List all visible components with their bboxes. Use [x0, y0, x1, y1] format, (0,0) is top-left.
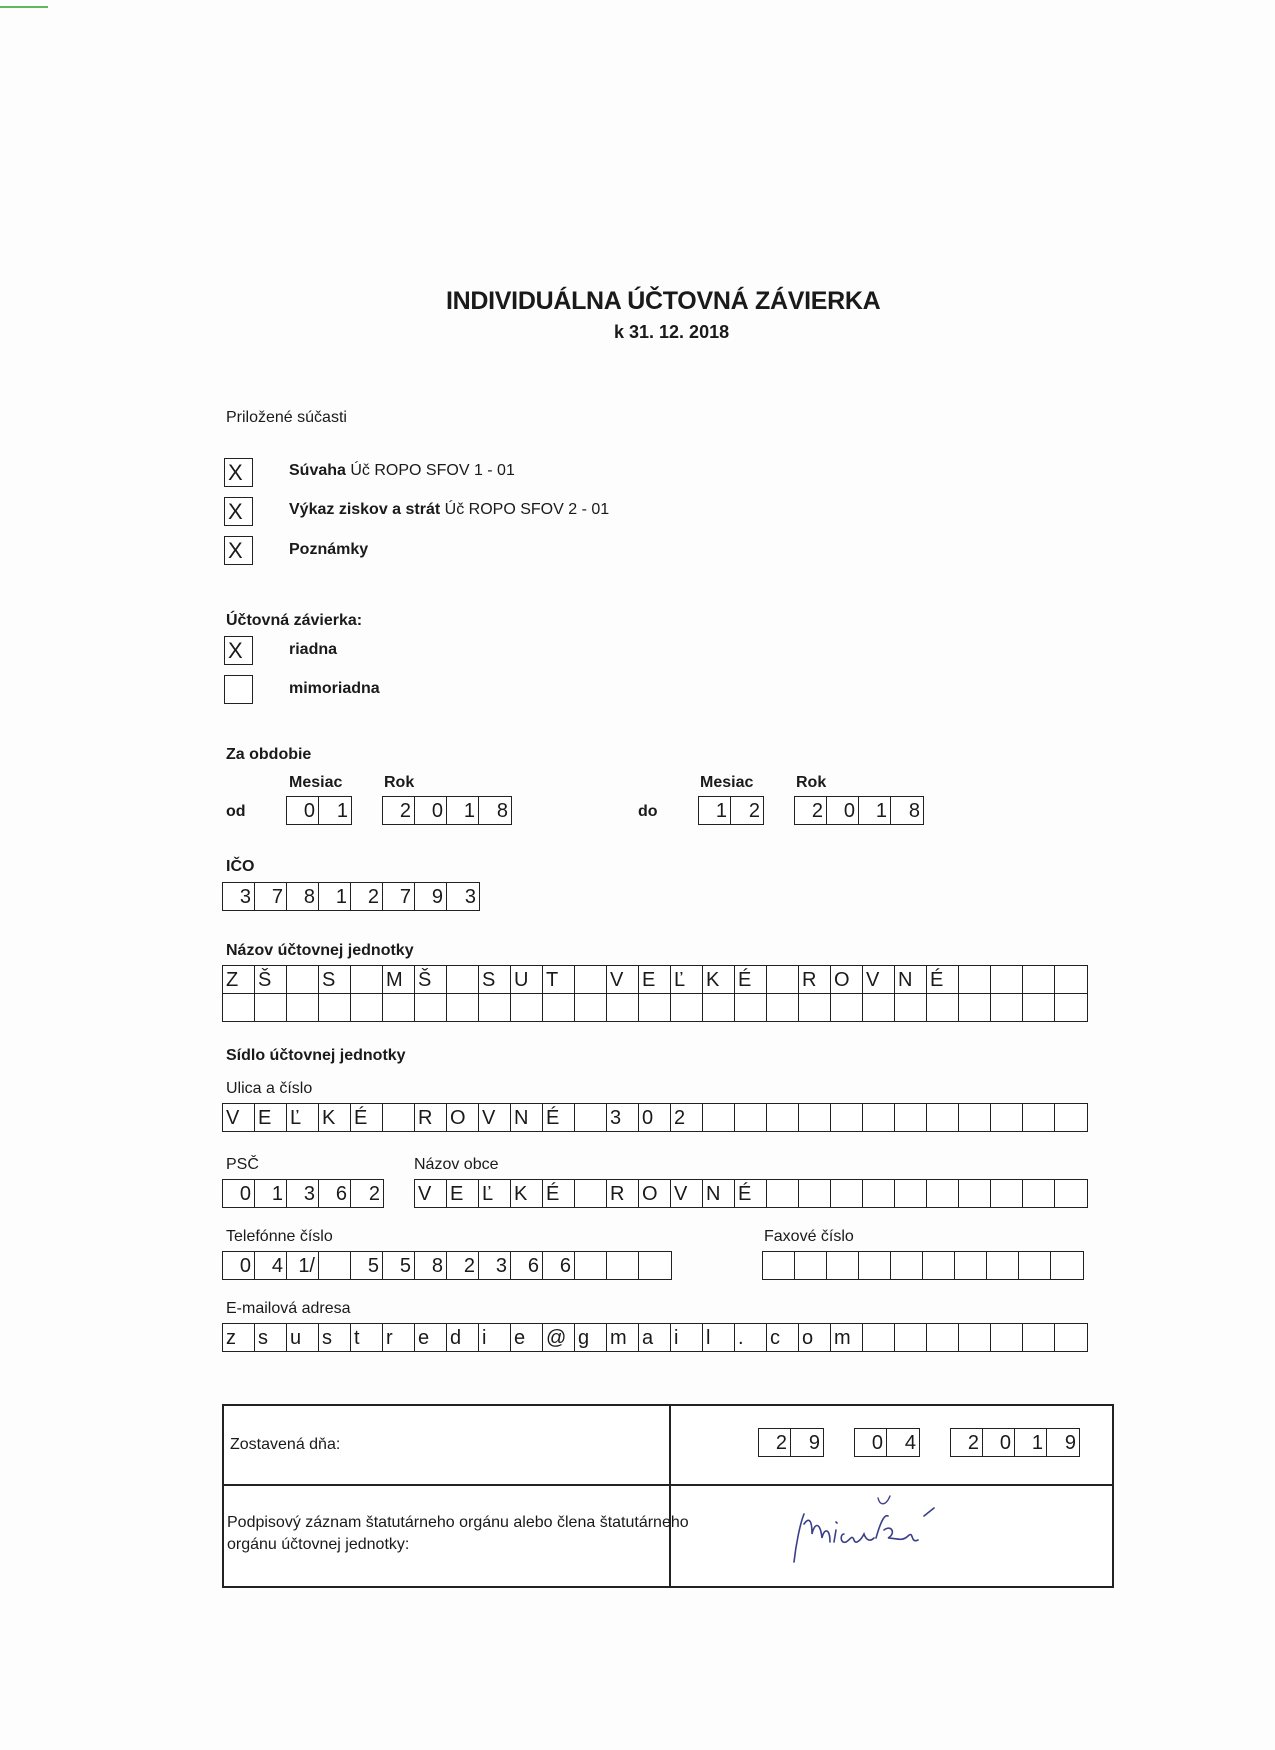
char-box[interactable]: 2: [351, 883, 383, 910]
char-box[interactable]: [863, 1104, 895, 1131]
char-box[interactable]: [895, 994, 927, 1021]
char-box[interactable]: [987, 1252, 1019, 1279]
char-box[interactable]: [639, 994, 671, 1021]
char-box[interactable]: Š: [415, 966, 447, 993]
char-box[interactable]: [863, 994, 895, 1021]
char-box[interactable]: [767, 966, 799, 993]
char-box[interactable]: z: [223, 1324, 255, 1351]
seat-label: Sídlo účtovnej jednotky: [226, 1047, 406, 1064]
char-box[interactable]: U: [511, 966, 543, 993]
signature-table-column-divider: [669, 1406, 671, 1586]
attachment-notes-label: [289, 541, 368, 559]
char-box[interactable]: 8: [287, 883, 319, 910]
char-box[interactable]: 0: [827, 797, 859, 824]
char-box[interactable]: [479, 994, 511, 1021]
char-box[interactable]: [1051, 1252, 1083, 1279]
phone-label: Telefónne číslo: [226, 1228, 333, 1245]
char-box[interactable]: [447, 966, 479, 993]
char-box[interactable]: É: [735, 1180, 767, 1207]
char-box[interactable]: S: [479, 966, 511, 993]
char-box[interactable]: E: [447, 1180, 479, 1207]
char-box[interactable]: 2: [368, 1182, 380, 1205]
char-box[interactable]: [543, 994, 575, 1021]
char-box[interactable]: l: [703, 1324, 735, 1351]
char-box[interactable]: i: [671, 1324, 703, 1351]
from-month-label: Mesiac: [289, 774, 343, 791]
char-box[interactable]: [575, 1104, 607, 1131]
psc-label: PSČ: [226, 1156, 259, 1173]
char-box[interactable]: [991, 966, 1023, 993]
char-box[interactable]: 4: [904, 1431, 916, 1454]
char-box[interactable]: O: [831, 966, 863, 993]
char-box[interactable]: V: [607, 966, 639, 993]
compiled-year-boxes[interactable]: [950, 1428, 1080, 1457]
char-box[interactable]: 3: [607, 1104, 639, 1131]
char-box[interactable]: [607, 994, 639, 1021]
char-box[interactable]: [1023, 966, 1055, 993]
char-box[interactable]: [1055, 1104, 1087, 1131]
ico-boxes[interactable]: [222, 882, 480, 911]
char-box[interactable]: O: [639, 1180, 671, 1207]
char-box[interactable]: [287, 994, 319, 1021]
char-box[interactable]: [863, 1180, 895, 1207]
handwritten-signature: [784, 1494, 984, 1574]
char-box[interactable]: [319, 994, 351, 1021]
char-box[interactable]: R: [799, 966, 831, 993]
char-box[interactable]: [1023, 1104, 1055, 1131]
char-box[interactable]: É: [543, 1180, 575, 1207]
char-box[interactable]: R: [607, 1180, 639, 1207]
entity-name-row1-boxes[interactable]: [222, 965, 1088, 994]
entity-name-label: Názov účtovnej jednotky: [226, 942, 414, 959]
char-box[interactable]: [763, 1252, 795, 1279]
char-box[interactable]: É: [351, 1104, 383, 1131]
char-box[interactable]: g: [575, 1324, 607, 1351]
char-box[interactable]: [1023, 1324, 1055, 1351]
attachment-checkbox-balance[interactable]: X: [224, 458, 253, 487]
char-box[interactable]: [895, 1180, 927, 1207]
char-box[interactable]: [891, 1252, 923, 1279]
char-box[interactable]: Z: [223, 966, 255, 993]
char-box[interactable]: s: [255, 1324, 287, 1351]
char-box[interactable]: N: [511, 1104, 543, 1131]
char-box[interactable]: [831, 1104, 863, 1131]
statement-extraordinary-checkbox[interactable]: [224, 675, 253, 704]
char-box[interactable]: [1055, 994, 1087, 1021]
char-box[interactable]: 0: [639, 1104, 671, 1131]
street-label: Ulica a číslo: [226, 1080, 313, 1097]
char-box[interactable]: s: [319, 1324, 351, 1351]
char-box[interactable]: .: [735, 1324, 767, 1351]
char-box[interactable]: 5: [383, 1252, 415, 1279]
attachments-label: Priložené súčasti: [226, 409, 347, 426]
from-year-label: Rok: [384, 774, 415, 791]
to-month-label: Mesiac: [700, 774, 754, 791]
char-box[interactable]: [859, 1252, 891, 1279]
char-box[interactable]: [955, 1252, 987, 1279]
attachment-balance-code: Úč ROPO SFOV 1 - 01: [345, 462, 515, 479]
from-month-boxes[interactable]: [286, 796, 352, 825]
char-box[interactable]: [351, 994, 383, 1021]
char-box[interactable]: [991, 994, 1023, 1021]
char-box[interactable]: Ľ: [287, 1104, 319, 1131]
char-box[interactable]: [831, 994, 863, 1021]
char-box[interactable]: V: [415, 1180, 447, 1207]
char-box[interactable]: [703, 994, 735, 1021]
char-box[interactable]: 9: [808, 1431, 820, 1454]
char-box[interactable]: @: [543, 1324, 575, 1351]
char-box[interactable]: 2: [795, 797, 827, 824]
attachment-checkbox-notes[interactable]: X: [224, 536, 253, 565]
char-box[interactable]: [1023, 994, 1055, 1021]
char-box[interactable]: N: [895, 966, 927, 993]
char-box[interactable]: 0: [223, 1252, 255, 1279]
statement-type-label: Účtovná závierka:: [226, 612, 363, 629]
attachment-profit-loss-label: [289, 501, 609, 519]
char-box[interactable]: [799, 1180, 831, 1207]
char-box[interactable]: V: [863, 966, 895, 993]
attachment-balance-bold: Súvaha: [289, 462, 346, 479]
char-box[interactable]: [735, 994, 767, 1021]
char-box[interactable]: 1: [447, 797, 479, 824]
char-box[interactable]: [1023, 1180, 1055, 1207]
fax-boxes[interactable]: [762, 1251, 1084, 1280]
attachment-profit-loss-code: Úč ROPO SFOV 2 - 01: [440, 501, 610, 518]
char-box[interactable]: 0: [287, 797, 319, 824]
char-box[interactable]: [923, 1252, 955, 1279]
attachment-checkbox-profit-loss[interactable]: X: [224, 497, 253, 526]
char-box[interactable]: 8: [908, 799, 920, 822]
char-box[interactable]: m: [607, 1324, 639, 1351]
char-box[interactable]: 0: [855, 1429, 887, 1456]
char-box[interactable]: [927, 1324, 959, 1351]
char-box[interactable]: [795, 1252, 827, 1279]
town-boxes[interactable]: [414, 1179, 1088, 1208]
compiled-date-label: Zostavená dňa:: [230, 1436, 341, 1453]
char-box[interactable]: 5: [351, 1252, 383, 1279]
char-box[interactable]: [991, 1104, 1023, 1131]
signature-label-line2: orgánu účtovnej jednotky:: [227, 1536, 410, 1553]
char-box[interactable]: 0: [983, 1429, 1015, 1456]
char-box[interactable]: N: [703, 1180, 735, 1207]
statement-extraordinary-label: mimoriadna: [289, 680, 380, 697]
char-box[interactable]: 7: [383, 883, 415, 910]
char-box[interactable]: [703, 1104, 735, 1131]
char-box[interactable]: m: [831, 1324, 863, 1351]
char-box[interactable]: [1019, 1252, 1051, 1279]
char-box[interactable]: [287, 966, 319, 993]
char-box[interactable]: [767, 994, 799, 1021]
char-box[interactable]: 1: [699, 797, 731, 824]
compiled-month-boxes[interactable]: [854, 1428, 920, 1457]
to-year-label: Rok: [796, 774, 827, 791]
char-box[interactable]: 1: [255, 1180, 287, 1207]
char-box[interactable]: e: [415, 1324, 447, 1351]
char-box[interactable]: 3: [287, 1180, 319, 1207]
email-boxes[interactable]: [222, 1323, 1088, 1352]
period-to-label: do: [638, 803, 658, 820]
char-box[interactable]: V: [223, 1104, 255, 1131]
char-box[interactable]: 8: [496, 799, 508, 822]
char-box[interactable]: 3: [223, 883, 255, 910]
scan-accent-mark: [0, 6, 48, 8]
char-box[interactable]: t: [351, 1324, 383, 1351]
char-box[interactable]: 3: [464, 885, 476, 908]
compiled-day-boxes[interactable]: [758, 1428, 824, 1457]
char-box[interactable]: [351, 966, 383, 993]
period-from-label: od: [226, 803, 246, 820]
char-box[interactable]: Ľ: [671, 966, 703, 993]
char-box[interactable]: 1/: [287, 1252, 319, 1279]
char-box[interactable]: [827, 1252, 859, 1279]
char-box[interactable]: [383, 994, 415, 1021]
char-box[interactable]: 6: [319, 1180, 351, 1207]
char-box[interactable]: R: [415, 1104, 447, 1131]
char-box[interactable]: [831, 1180, 863, 1207]
char-box[interactable]: [799, 994, 831, 1021]
char-box[interactable]: 7: [255, 883, 287, 910]
char-box[interactable]: u: [287, 1324, 319, 1351]
char-box[interactable]: O: [447, 1104, 479, 1131]
psc-boxes[interactable]: [222, 1179, 384, 1208]
char-box[interactable]: [767, 1104, 799, 1131]
char-box[interactable]: M: [383, 966, 415, 993]
char-box[interactable]: 6: [543, 1252, 575, 1279]
char-box[interactable]: [735, 1104, 767, 1131]
char-box[interactable]: [511, 994, 543, 1021]
char-box[interactable]: [1055, 1180, 1087, 1207]
char-box[interactable]: 1: [1015, 1429, 1047, 1456]
char-box[interactable]: [959, 1180, 991, 1207]
char-box[interactable]: [639, 1252, 671, 1279]
char-box[interactable]: E: [639, 966, 671, 993]
char-box[interactable]: V: [479, 1104, 511, 1131]
char-box[interactable]: [991, 1324, 1023, 1351]
char-box[interactable]: 2: [383, 797, 415, 824]
char-box[interactable]: e: [511, 1324, 543, 1351]
phone-boxes[interactable]: [222, 1251, 672, 1280]
attachment-notes-bold: Poznámky: [289, 541, 369, 558]
char-box[interactable]: d: [447, 1324, 479, 1351]
char-box[interactable]: É: [927, 966, 959, 993]
email-label: E-mailová adresa: [226, 1300, 351, 1317]
char-box[interactable]: [767, 1180, 799, 1207]
fax-label: Faxové číslo: [764, 1228, 854, 1245]
char-box[interactable]: r: [383, 1324, 415, 1351]
char-box[interactable]: o: [799, 1324, 831, 1351]
char-box[interactable]: [575, 1180, 607, 1207]
char-box[interactable]: Š: [255, 966, 287, 993]
char-box[interactable]: 2: [951, 1429, 983, 1456]
char-box[interactable]: 6: [511, 1252, 543, 1279]
char-box[interactable]: [607, 1252, 639, 1279]
period-label: Za obdobie: [226, 746, 312, 763]
town-label: Názov obce: [414, 1156, 499, 1173]
street-boxes[interactable]: [222, 1103, 1088, 1132]
char-box[interactable]: Ľ: [479, 1180, 511, 1207]
char-box[interactable]: [255, 994, 287, 1021]
char-box[interactable]: 2: [748, 799, 760, 822]
char-box[interactable]: [927, 1180, 959, 1207]
char-box[interactable]: [927, 994, 959, 1021]
ico-label: IČO: [226, 858, 255, 875]
char-box[interactable]: 0: [415, 797, 447, 824]
char-box[interactable]: c: [767, 1324, 799, 1351]
statement-regular-checkbox[interactable]: X: [224, 636, 253, 665]
char-box[interactable]: 2: [447, 1252, 479, 1279]
char-box[interactable]: [1055, 1324, 1087, 1351]
char-box[interactable]: [575, 1252, 607, 1279]
char-box[interactable]: [575, 994, 607, 1021]
char-box[interactable]: [959, 1324, 991, 1351]
attachment-balance-label: [289, 462, 515, 480]
char-box[interactable]: [319, 1252, 351, 1279]
char-box[interactable]: K: [511, 1180, 543, 1207]
char-box[interactable]: T: [543, 966, 575, 993]
char-box[interactable]: É: [735, 966, 767, 993]
char-box[interactable]: V: [671, 1180, 703, 1207]
char-box[interactable]: 9: [1064, 1431, 1076, 1454]
char-box[interactable]: [895, 1104, 927, 1131]
char-box[interactable]: K: [319, 1104, 351, 1131]
char-box[interactable]: [959, 1104, 991, 1131]
char-box[interactable]: [415, 994, 447, 1021]
entity-name-row2-boxes[interactable]: [222, 993, 1088, 1022]
char-box[interactable]: [223, 994, 255, 1021]
char-box[interactable]: i: [479, 1324, 511, 1351]
char-box[interactable]: E: [255, 1104, 287, 1131]
char-box[interactable]: [671, 994, 703, 1021]
char-box[interactable]: K: [703, 966, 735, 993]
char-box[interactable]: [959, 966, 991, 993]
char-box[interactable]: a: [639, 1324, 671, 1351]
char-box[interactable]: 9: [415, 883, 447, 910]
char-box[interactable]: 1: [859, 797, 891, 824]
attachment-profit-loss-bold: Výkaz ziskov a strát: [289, 501, 441, 518]
page-title: INDIVIDUÁLNA ÚČTOVNÁ ZÁVIERKA: [446, 287, 881, 315]
char-box[interactable]: [575, 966, 607, 993]
char-box[interactable]: [959, 994, 991, 1021]
char-box[interactable]: 4: [255, 1252, 287, 1279]
char-box[interactable]: 8: [415, 1252, 447, 1279]
page-subtitle: k 31. 12. 2018: [614, 322, 730, 342]
signature-table-divider: [224, 1484, 1112, 1486]
to-year-boxes[interactable]: [794, 796, 924, 825]
char-box[interactable]: 1: [336, 799, 348, 822]
char-box[interactable]: 0: [223, 1180, 255, 1207]
char-box[interactable]: S: [319, 966, 351, 993]
char-box[interactable]: 2: [671, 1104, 703, 1131]
char-box[interactable]: [1055, 966, 1087, 993]
char-box[interactable]: 3: [479, 1252, 511, 1279]
to-month-boxes[interactable]: [698, 796, 764, 825]
char-box[interactable]: [447, 994, 479, 1021]
char-box[interactable]: [927, 1104, 959, 1131]
char-box[interactable]: 2: [759, 1429, 791, 1456]
char-box[interactable]: [895, 1324, 927, 1351]
signature-label-line1: Podpisový záznam štatutárneho orgánu alebo člena štatutárneho: [227, 1514, 689, 1531]
statement-regular-label: riadna: [289, 641, 338, 658]
char-box[interactable]: [991, 1180, 1023, 1207]
char-box[interactable]: 1: [319, 883, 351, 910]
char-box[interactable]: É: [543, 1104, 575, 1131]
char-box[interactable]: [863, 1324, 895, 1351]
char-box[interactable]: [799, 1104, 831, 1131]
from-year-boxes[interactable]: [382, 796, 512, 825]
char-box[interactable]: [383, 1104, 415, 1131]
